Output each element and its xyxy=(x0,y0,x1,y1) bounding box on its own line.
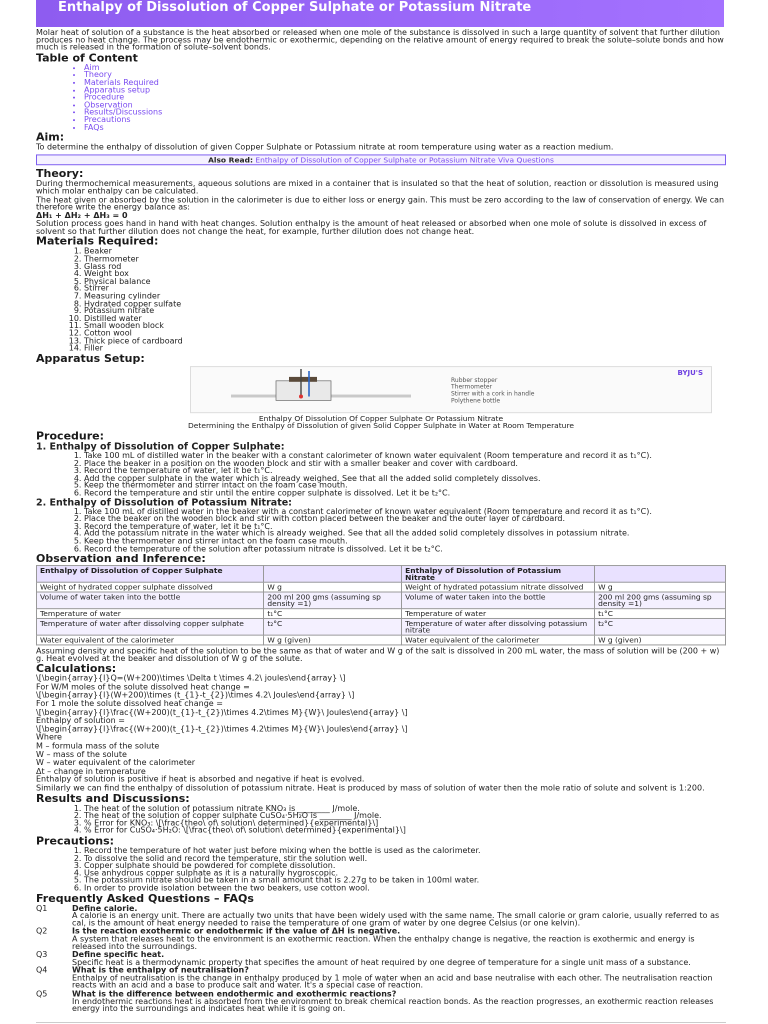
table-header xyxy=(264,566,402,583)
table-header: Enthalpy of Dissolution of Copper Sulphate xyxy=(37,566,264,583)
faq-answer: Enthalpy of neutralisation is the change in enthalpy produced by 1 mole of water when an acid and base neutralise with each other. The neutralisation reaction reacts with an acid and a base to produce salt and water. It's a special case of reaction. xyxy=(72,973,713,990)
results-list xyxy=(36,805,726,835)
result-item: 4. % Error for CuSO₄·5H₂O: \[\frac{theo\ of\ solution\ determined}{experimental}\] xyxy=(84,827,726,834)
theory-paragraph-2: The heat given or absorbed by the solution in the calorimeter is due to either loss or energy gain. This must be zero according to the law of conservation of energy. We can therefore write the energy balance as: xyxy=(36,195,725,212)
material-item: 1. Beaker xyxy=(84,248,726,255)
table-cell: Volume of water taken into the bottle xyxy=(402,592,595,609)
procedure-step: 3. Record the temperature of water, let it be t₁°C. xyxy=(84,523,726,530)
calc-line: Where xyxy=(36,733,62,742)
faq-question: What is the difference between endothermic and exothermic reactions? xyxy=(72,989,397,999)
calculations-block xyxy=(36,675,726,792)
toc-item-apparatus[interactable]: • Apparatus setup xyxy=(84,86,726,93)
table-header: Enthalpy of Dissolution of Potassium Nitrate xyxy=(402,566,595,583)
also-read-label: Also Read: xyxy=(208,155,253,164)
material-item: 10. Distilled water xyxy=(84,315,726,322)
toc-item-theory[interactable]: • Theory xyxy=(84,72,726,79)
material-item: 11. Small wooden block xyxy=(84,322,726,329)
assumption-paragraph: Assuming density and specific heat of the solution to be the same as that of water and W g of the salt is dissolved in 200 mL water, the mass of solution will be (200 + w) g. Heat evolved at the beaker and dissolution of W g of the solute. xyxy=(36,646,720,663)
table-cell: W g (given) xyxy=(264,635,402,645)
calc-line: Similarly we can find the enthalpy of dissolution of potassium nitrate. Heat is produced by mass of solution of water then the mole ratio of solute and solvent is 1:200. xyxy=(36,783,705,793)
apparatus-labels xyxy=(451,377,534,404)
table-cell: 200 ml 200 gms (assuming sp density =1) xyxy=(595,592,726,609)
energy-balance-formula: ΔH₁ + ΔH₂ + ΔH₃ = 0 xyxy=(36,210,128,220)
faq-question: Define calorie. xyxy=(72,903,138,913)
page-title-banner xyxy=(36,0,724,27)
table-cell: W g xyxy=(264,582,402,592)
procedure-sub-potassium: 2. Enthalpy of Dissolution of Potassium Nitrate: xyxy=(36,496,292,508)
table-row xyxy=(37,635,726,645)
material-item: 7. Measuring cylinder xyxy=(84,293,726,300)
result-item: 3. % Error for KNO₃: \[\frac{theo\ of\ solution\ determined}{experimental}\] xyxy=(84,820,726,827)
polythene-bottle xyxy=(276,381,331,401)
faq-number: Q2 xyxy=(36,926,48,936)
also-read-link[interactable]: Enthalpy of Dissolution of Copper Sulphate or Potassium Nitrate Viva Questions xyxy=(255,155,554,164)
procedure-step: 3. Record the temperature of water, let it be t₁°C. xyxy=(84,467,726,474)
table-cell: W g xyxy=(595,582,726,592)
toc-item-procedure[interactable]: • Procedure xyxy=(84,94,726,101)
faq-number: Q5 xyxy=(36,989,48,999)
theory-paragraph-1: During thermochemical measurements, aqueous solutions are mixed in a container that is insulated so that the heat of solution, reaction or dissolution is measured using which molar enthalpy can be calculated. xyxy=(36,179,719,196)
procedure-step: 6. Record the temperature of the solution after potassium nitrate is dissolved. Let it be t₂°C. xyxy=(84,545,726,552)
calc-line: For 1 mole the solute dissolved heat change = xyxy=(36,699,223,709)
procedure-steps-potassium xyxy=(36,508,726,553)
byjus-logo: BYJU'S xyxy=(677,368,703,377)
material-item: 3. Glass rod xyxy=(84,263,726,270)
material-item: 2. Thermometer xyxy=(84,255,726,262)
toc-heading: Table of Content xyxy=(36,51,138,65)
procedure-step: 4. Add the copper sulphate in the water which is already weighed. See that all the added solid completely dissolves. xyxy=(84,475,726,482)
materials-heading: Materials Required: xyxy=(36,235,159,248)
faq-number: Q3 xyxy=(36,950,48,960)
faq-question: Is the reaction exothermic or endothermic if the value of ΔH is negative. xyxy=(72,926,401,936)
table-cell: t₂°C xyxy=(264,619,402,636)
procedure-step: 2. Place the beaker on the wooden block and stir with cotton placed between the beaker and the outer layer of cardboard. xyxy=(84,515,726,522)
procedure-step: 5. Keep the thermometer and stirrer intact on the foam case mouth. xyxy=(84,538,726,545)
faq-item xyxy=(36,951,726,966)
rubber-stopper xyxy=(289,377,317,382)
table-cell: Temperature of water after dissolving potassium nitrate xyxy=(402,619,595,636)
label-rubber-stopper: Rubber stopper xyxy=(451,376,498,384)
faq-item xyxy=(36,990,726,1012)
procedure-step: 2. Place the beaker in a position on the wooden block and stir with a smaller beaker and cover with cardboard. xyxy=(84,460,726,467)
toc-item-materials[interactable]: • Materials Required xyxy=(84,79,726,86)
faq-item xyxy=(36,928,726,950)
page-bottom-divider xyxy=(36,1022,726,1023)
procedure-step: 1. Take 100 mL of distilled water in the beaker with a constant calorimeter of known water equivalent (Room temperature and record it as t₁°C). xyxy=(84,508,726,515)
toc-item-faqs[interactable]: • FAQs xyxy=(84,124,726,131)
table-row xyxy=(37,582,726,592)
page-title: Enthalpy of Dissolution of Copper Sulphate or Potassium Nitrate xyxy=(58,0,532,15)
aim-text: To determine the enthalpy of dissolution of given Copper Sulphate or Potassium nitrate at room temperature using water as a reaction medium. xyxy=(36,142,614,152)
theory-paragraph-3: Solution process goes hand in hand with heat changes. Solution enthalpy is the amount of heat released or absorbed when one mole of solute is dissolved in excess of solvent so that further dilution does not change the heat, for example, further dilution does not change heat. xyxy=(36,219,707,236)
table-cell: Water equivalent of the calorimeter xyxy=(402,635,595,645)
faq-number: Q4 xyxy=(36,966,48,975)
calc-line: \[\begin{array}{l}(W+200)\times (t_{1}-t_{2})\times 4.2\ Joules\end{array} \] xyxy=(36,690,355,700)
table-cell: 200 ml 200 gms (assuming sp density =1) xyxy=(264,592,402,609)
procedure-steps-copper xyxy=(36,452,726,497)
calc-line: Enthalpy of solution = xyxy=(36,716,125,726)
observation-heading: Observation and Inference: xyxy=(36,552,206,566)
faq-number: Q1 xyxy=(36,903,48,913)
observation-table xyxy=(36,565,726,645)
results-heading: Results and Discussions: xyxy=(36,792,190,805)
table-row xyxy=(37,619,726,636)
calculations-heading: Calculations: xyxy=(36,662,117,676)
article-content xyxy=(36,29,726,1014)
material-item: 5. Physical balance xyxy=(84,278,726,285)
table-cell: Weight of hydrated copper sulphate dissolved xyxy=(37,582,264,592)
label-stirrer: Stirrer with a cork in handle xyxy=(451,390,535,398)
faq-question: What is the enthalpy of neutralisation? xyxy=(72,966,249,975)
procedure-step: 1. Take 100 mL of distilled water in the beaker with a constant calorimeter of known water equivalent (Room temperature and record it as t₁°C). xyxy=(84,452,726,459)
faq-question: Define specific heat. xyxy=(72,950,165,960)
table-cell: t₁°C xyxy=(264,609,402,619)
calc-line: Enthalpy of solution is positive if heat is absorbed and negative if heat is evolved. xyxy=(36,775,365,784)
calc-line: \[\begin{array}{l}\frac{(W+200)(t_{1}-t_{2})\times 4.2\times M}{W}\ Joules\end{array} \] xyxy=(36,707,408,717)
table-cell: t₁°C xyxy=(595,609,726,619)
precaution-item: 3. Copper sulphate should be powdered for complete dissolution. xyxy=(84,862,726,869)
faq-item xyxy=(36,905,726,927)
material-item: 6. Stirrer xyxy=(84,285,726,292)
material-item: 13. Thick piece of cardboard xyxy=(84,337,726,344)
also-read-box xyxy=(36,154,726,165)
toc-item-aim[interactable]: • Aim xyxy=(84,64,726,71)
procedure-step: 6. Record the temperature and stir until the entire copper sulphate is dissolved. Let it be t₂°C. xyxy=(84,490,726,497)
precaution-item: 2. To dissolve the solid and record the temperature, stir the solution well. xyxy=(84,855,726,862)
faq-answer: A system that releases heat to the environment is an exothermic reaction. When the enthalpy change is negative, the reaction is exothermic and energy is released into the surroundings. xyxy=(72,934,695,951)
material-item: 4. Weight box xyxy=(84,270,726,277)
procedure-step: 5. Keep the thermometer and stirrer intact on the foam case mouth. xyxy=(84,482,726,489)
apparatus-heading: Apparatus Setup: xyxy=(36,352,145,365)
label-polythene-bottle: Polythene bottle xyxy=(451,397,501,405)
calc-line: Δt – change in temperature xyxy=(36,766,146,776)
calc-line: \[\begin{array}{l}Q=(W+200)\times \Delta t \times 4.2\ joules\end{array} \] xyxy=(36,674,346,683)
result-item: 2. The heat of the solution of copper sulphate CuSO₄·5H₂O is ________ J/mole. xyxy=(84,812,726,819)
faq-answer: In endothermic reactions heat is absorbed from the environment to break chemical reaction bonds. As the reaction progresses, an exothermic reaction releases energy into the surroundings and indicates heat while it is going on. xyxy=(72,996,714,1014)
material-item: 14. Filler xyxy=(84,345,726,352)
faqs-heading: Frequently Asked Questions – FAQs xyxy=(36,891,254,905)
procedure-sub-copper: 1. Enthalpy of Dissolution of Copper Sulphate: xyxy=(36,441,285,453)
materials-list xyxy=(36,248,726,352)
material-item: 8. Hydrated copper sulfate xyxy=(84,300,726,307)
table-row xyxy=(37,592,726,609)
thermometer-bulb xyxy=(299,394,303,398)
procedure-heading: Procedure: xyxy=(36,429,105,443)
table-row xyxy=(37,609,726,619)
apparatus-figure xyxy=(190,366,712,413)
faq-item xyxy=(36,967,726,989)
intro-paragraph: Molar heat of solution of a substance is the heat absorbed or released when one mole of the substance is dissolved in such a large quantity of solvent that further dilution produces no heat change. The process may be endothermic or exothermic, depending on the relative amount of energy required to break the solute–solute bonds and how much is released in the formation of solute–solvent bonds. xyxy=(36,28,724,52)
precaution-item: 1. Record the temperature of hot water just before mixing when the bottle is used as the calorimeter. xyxy=(84,847,726,854)
toc-item-results[interactable]: • Results/Discussions xyxy=(84,109,726,116)
table-cell: Water equivalent of the calorimeter xyxy=(37,635,264,645)
aim-heading: Aim: xyxy=(36,131,65,144)
table-cell: Volume of water taken into the bottle xyxy=(37,592,264,609)
toc-item-observation[interactable]: • Observation xyxy=(84,101,726,108)
result-item: 1. The heat of the solution of potassium nitrate KNO₃ is ________ J/mole. xyxy=(84,805,726,812)
faq-answer: A calorie is an energy unit. There are actually two units that have been widely used with the same name. The small calorie or gram calorie, usually referred to as cal, is the amount of heat energy needed to raise the temperature of one gram of water by one degree Celsius (or one kelvin). xyxy=(72,911,720,928)
theory-heading: Theory: xyxy=(36,167,84,181)
precaution-item: 4. Use anhydrous copper sulphate as it is a naturally hygroscopic. xyxy=(84,870,726,877)
table-cell: Temperature of water xyxy=(37,609,264,619)
table-cell: W g (given) xyxy=(595,635,726,645)
faq-answer: Specific heat is a thermodynamic property that specifies the amount of heat required by one degree of temperature for a single unit mass of a substance. xyxy=(72,957,691,967)
precaution-item: 6. In order to provide isolation between the two beakers, use cotton wool. xyxy=(84,884,726,891)
toc-item-precautions[interactable]: • Precautions xyxy=(84,116,726,123)
table-cell: Temperature of water xyxy=(402,609,595,619)
calc-line: W – water equivalent of the calorimeter xyxy=(36,758,196,768)
toc-list xyxy=(36,64,726,131)
table-cell: Weight of hydrated potassium nitrate dissolved xyxy=(402,582,595,592)
figure-caption: Enthalpy Of Dissolution Of Copper Sulphate Or Potassium Nitrate xyxy=(258,413,504,423)
precautions-list xyxy=(36,847,726,892)
table-header xyxy=(595,566,726,583)
table-cell: Temperature of water after dissolving copper sulphate xyxy=(37,619,264,636)
calc-line: For W/M moles of the solute dissolved heat change = xyxy=(36,682,250,692)
procedure-step: 4. Add the potassium nitrate in the water which is already weighed. See that all the added solid completely dissolves in potassium nitrate. xyxy=(84,530,726,537)
calc-line: \[\begin{array}{l}\frac{(W+200)(t_{1}-t_{2})\times 4.2\times M}{W}\ Joules\end{array} \] xyxy=(36,724,408,734)
calc-line: W – mass of the solute xyxy=(36,749,127,759)
precautions-heading: Precautions: xyxy=(36,834,115,848)
label-thermometer: Thermometer xyxy=(451,383,493,391)
calc-line: M – formula mass of the solute xyxy=(36,741,160,751)
table-header-row xyxy=(37,566,726,583)
table-cell: t₂°C xyxy=(595,619,726,636)
apparatus-caption: Determining the Enthalpy of Dissolution of given Solid Copper Sulphate in Water at Room Temperature xyxy=(188,421,574,431)
material-item: 9. Potassium nitrate xyxy=(84,308,726,315)
material-item: 12. Cotton wool xyxy=(84,330,726,337)
precaution-item: 5. The potassium nitrate should be taken in a small amount that is 2.27g to be taken in 100ml water. xyxy=(84,877,726,884)
